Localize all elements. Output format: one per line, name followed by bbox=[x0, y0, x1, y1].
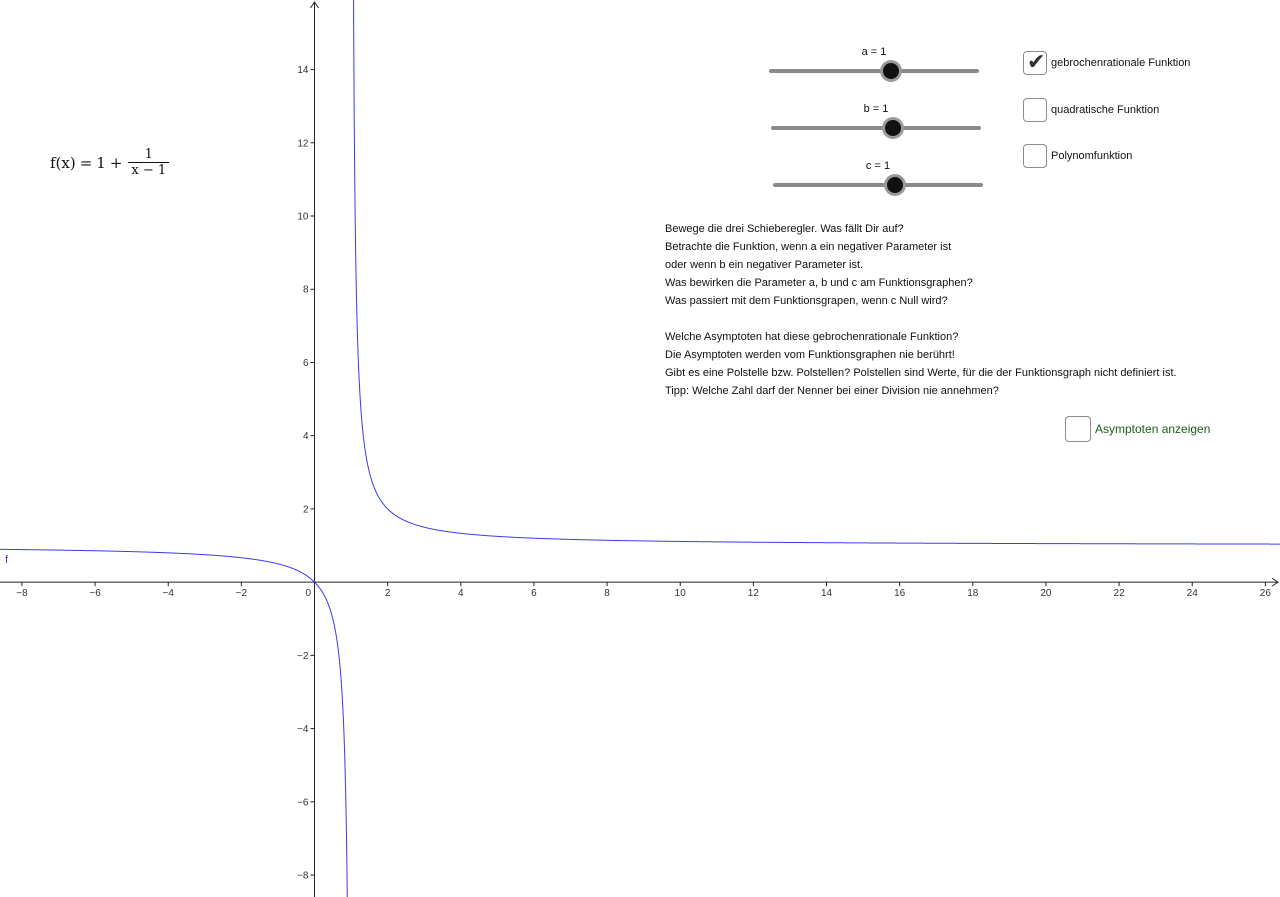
x-tick-label: −6 bbox=[89, 588, 101, 600]
x-tick-label: 0 bbox=[305, 588, 312, 600]
x-tick-label: 8 bbox=[604, 588, 610, 600]
checkbox-polynomial-label[interactable]: Polynomfunktion bbox=[1051, 150, 1133, 162]
instruction-text bbox=[665, 220, 1177, 400]
y-tick-label: 2 bbox=[302, 504, 309, 516]
y-tick-label: 8 bbox=[302, 284, 309, 296]
slider-b-label: b = 1 bbox=[863, 103, 889, 115]
x-tick-label: 12 bbox=[747, 588, 759, 600]
y-tick-label: −4 bbox=[297, 724, 309, 736]
x-tick-label: 6 bbox=[531, 588, 537, 600]
checkbox-asymptotes-label[interactable]: Asymptoten anzeigen bbox=[1095, 422, 1211, 436]
y-tick-label: −6 bbox=[297, 797, 309, 809]
x-tick-label: 2 bbox=[384, 588, 391, 600]
x-tick-label: −8 bbox=[16, 588, 28, 600]
slider-c-track[interactable] bbox=[773, 183, 983, 187]
y-tick-label: 6 bbox=[302, 357, 309, 369]
slider-a-handle[interactable] bbox=[883, 63, 899, 79]
x-tick-label: 24 bbox=[1186, 588, 1198, 600]
checkbox-row-rational[interactable] bbox=[1023, 51, 1190, 75]
x-tick-label: 20 bbox=[1040, 588, 1052, 600]
instruction-line: oder wenn b ein negativer Parameter ist. bbox=[665, 259, 864, 271]
instruction-line: Welche Asymptoten hat diese gebrochenrationale Funktion? bbox=[665, 331, 959, 343]
y-tick-label: 10 bbox=[297, 211, 309, 223]
instruction-line: Bewege die drei Schieberegler. Was fällt Dir auf? bbox=[665, 223, 904, 235]
checkbox-asymptotes[interactable] bbox=[1065, 416, 1091, 442]
function-name-label[interactable]: f bbox=[5, 554, 9, 566]
instruction-line: Gibt es eine Polstelle bzw. Polstellen? Polstellen sind Werte, für die der Funktionsgraph nicht definiert ist. bbox=[665, 367, 1177, 379]
x-tick-label: −2 bbox=[235, 588, 248, 600]
slider-a-label: a = 1 bbox=[861, 46, 887, 58]
instruction-line: Betrachte die Funktion, wenn a ein negativer Parameter ist bbox=[665, 241, 952, 253]
checkbox-row-polynomial[interactable] bbox=[1023, 144, 1132, 168]
instruction-line bbox=[665, 310, 1177, 328]
x-tick-label: 10 bbox=[674, 588, 686, 600]
y-tick-label: 12 bbox=[297, 138, 309, 150]
x-tick-label: 14 bbox=[820, 588, 833, 600]
x-tick-label: 4 bbox=[458, 588, 464, 600]
formula-denominator: x − 1 bbox=[128, 162, 169, 179]
y-tick-label: 14 bbox=[297, 65, 309, 77]
y-tick-label: 4 bbox=[302, 431, 309, 443]
y-tick-label: −8 bbox=[297, 870, 309, 882]
x-tick-label: 22 bbox=[1113, 588, 1125, 600]
slider-b[interactable] bbox=[771, 103, 981, 147]
checkbox-quadratic[interactable] bbox=[1023, 98, 1047, 122]
slider-c[interactable] bbox=[773, 160, 983, 204]
instruction-line: Was passiert mit dem Funktionsgrapen, wenn c Null wird? bbox=[665, 295, 948, 307]
instruction-line: Was bewirken die Parameter a, b und c am Funktionsgraphen? bbox=[665, 277, 973, 289]
x-tick-label: −4 bbox=[162, 588, 174, 600]
formula-constant: 1 bbox=[96, 154, 106, 172]
checkbox-rational-label[interactable]: gebrochenrationale Funktion bbox=[1051, 57, 1191, 69]
formula-fraction bbox=[128, 147, 169, 179]
instruction-line: Tipp: Welche Zahl darf der Nenner bei einer Division nie annehmen? bbox=[665, 385, 999, 397]
slider-b-track[interactable] bbox=[771, 126, 981, 130]
instruction-line: Die Asymptoten werden vom Funktionsgraphen nie berührt! bbox=[665, 349, 955, 361]
x-tick-label: 18 bbox=[967, 588, 979, 600]
x-tick-label: 26 bbox=[1259, 588, 1271, 600]
x-tick-label: 16 bbox=[894, 588, 906, 600]
slider-a-track[interactable] bbox=[769, 69, 979, 73]
checkbox-polynomial[interactable] bbox=[1023, 144, 1047, 168]
function-formula bbox=[50, 147, 169, 179]
checkbox-row-asymptotes[interactable] bbox=[1065, 416, 1210, 442]
checkbox-row-quadratic[interactable] bbox=[1023, 98, 1159, 122]
slider-b-handle[interactable] bbox=[885, 120, 901, 136]
y-tick-label: −2 bbox=[297, 650, 309, 662]
formula-numerator: 1 bbox=[144, 147, 153, 162]
function-f-left-branch[interactable] bbox=[0, 549, 348, 897]
checkbox-rational[interactable] bbox=[1023, 51, 1047, 75]
formula-plus: + bbox=[109, 154, 123, 172]
axis-ticks bbox=[16, 65, 1271, 881]
checkbox-quadratic-label[interactable]: quadratische Funktion bbox=[1051, 104, 1160, 116]
formula-equals: = bbox=[79, 154, 93, 172]
slider-c-handle[interactable] bbox=[887, 177, 903, 193]
slider-a[interactable] bbox=[769, 46, 979, 90]
slider-c-label: c = 1 bbox=[865, 160, 891, 172]
coordinate-axes bbox=[0, 2, 1278, 897]
checkmark-icon: ✔ bbox=[1027, 50, 1046, 75]
formula-lhs: f(x) bbox=[50, 154, 76, 172]
